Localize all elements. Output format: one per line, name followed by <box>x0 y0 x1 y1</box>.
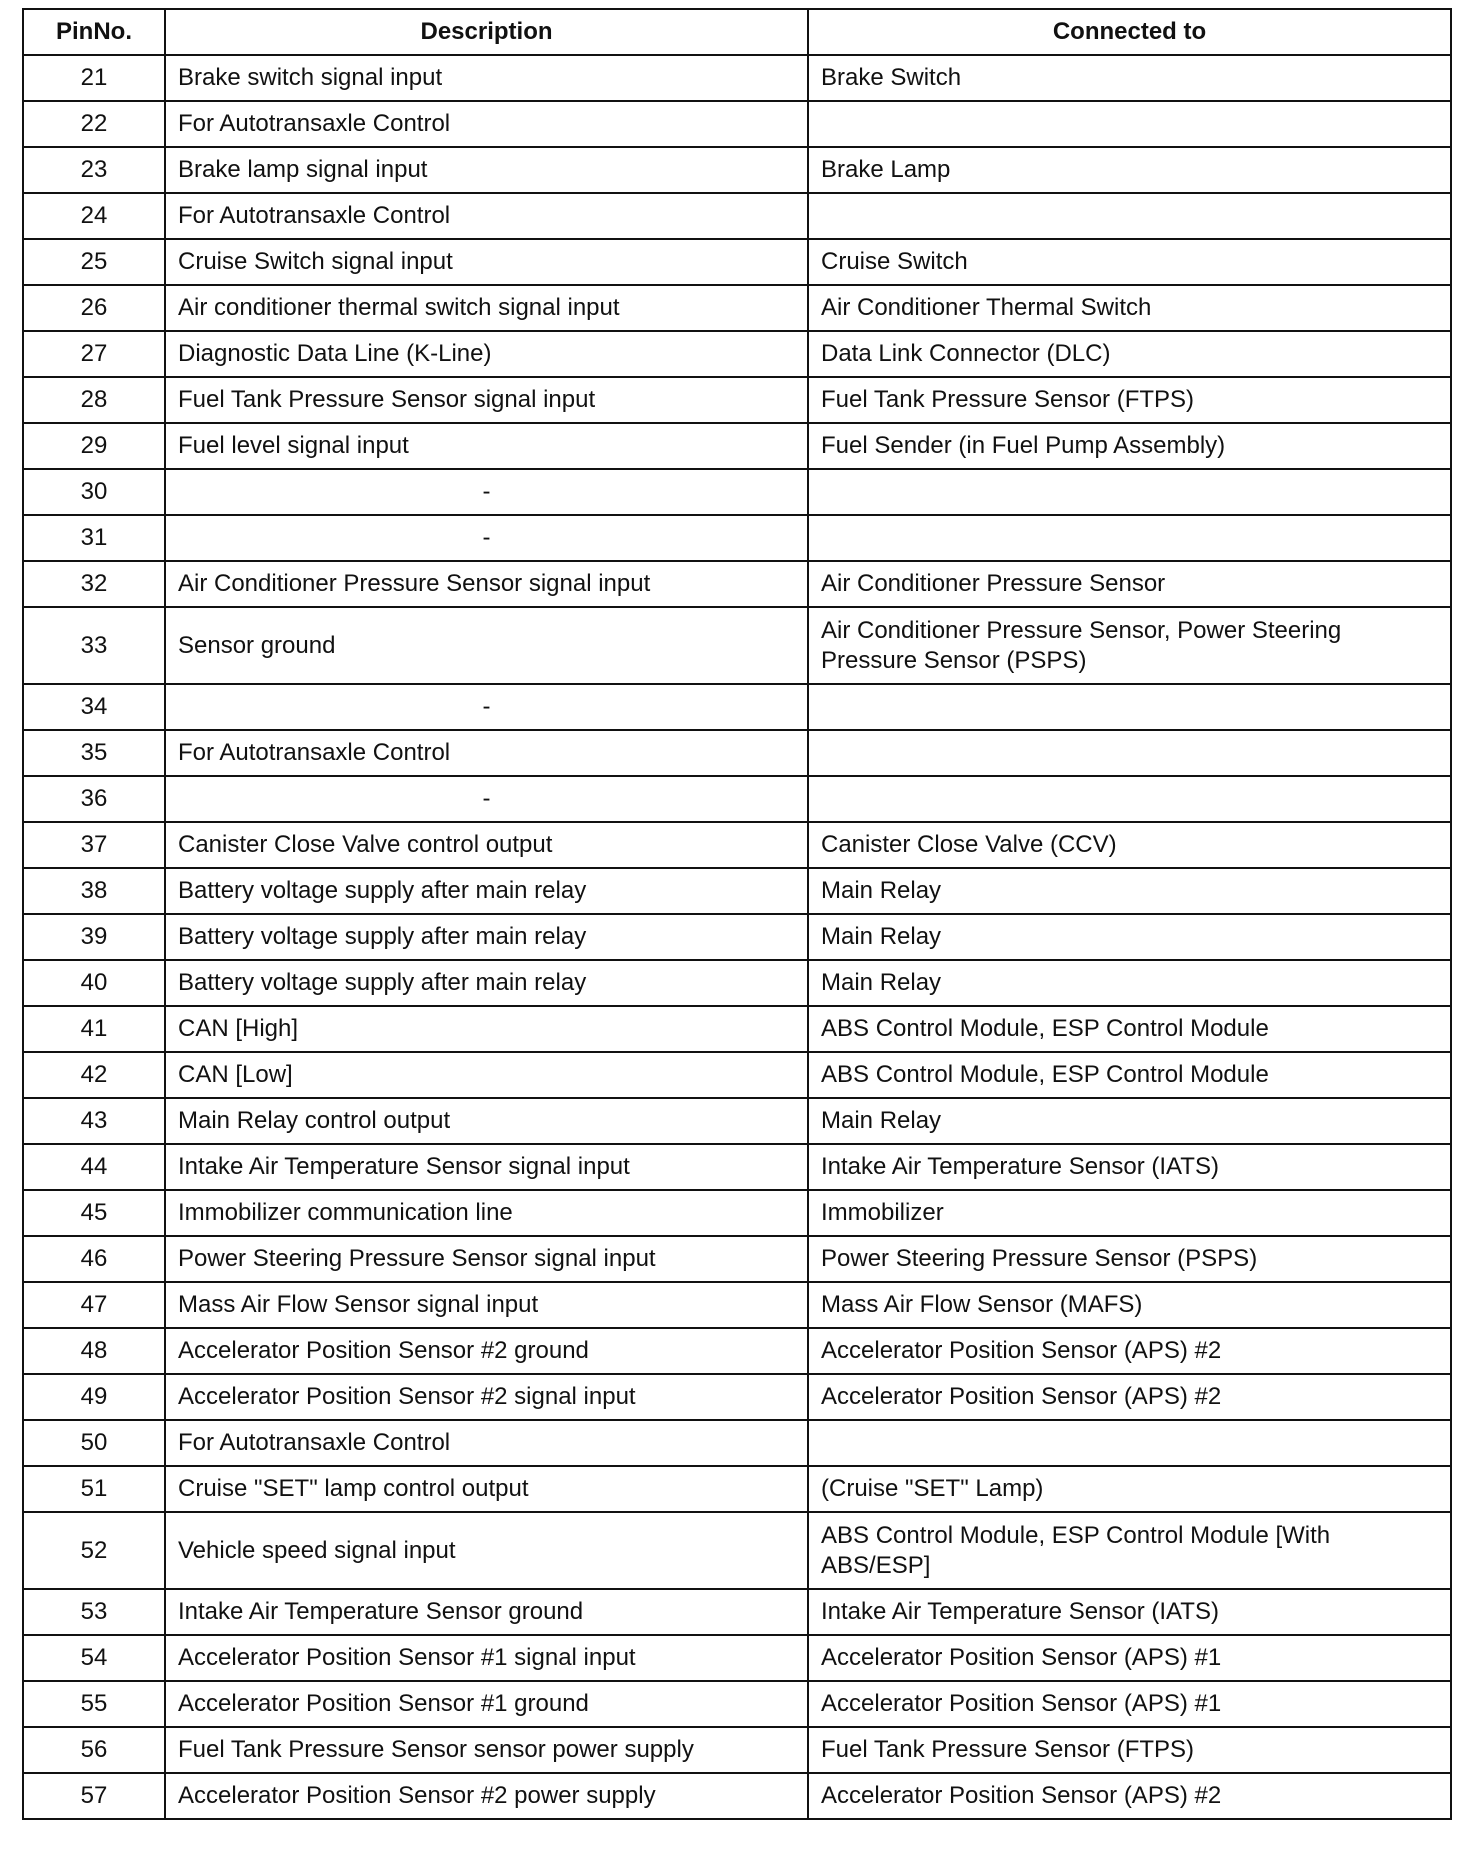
table-row <box>23 730 1451 776</box>
pin-number-cell: 51 <box>23 1466 165 1512</box>
connected-to-cell: Main Relay <box>808 1098 1451 1144</box>
connected-to-cell: Accelerator Position Sensor (APS) #2 <box>808 1328 1451 1374</box>
pin-number-cell: 57 <box>23 1773 165 1819</box>
description-cell: Mass Air Flow Sensor signal input <box>165 1282 808 1328</box>
pin-number-cell: 26 <box>23 285 165 331</box>
connected-to-cell: Fuel Sender (in Fuel Pump Assembly) <box>808 423 1451 469</box>
pin-number-cell: 24 <box>23 193 165 239</box>
pin-number-cell: 23 <box>23 147 165 193</box>
pin-number-cell: 52 <box>23 1512 165 1589</box>
description-cell: - <box>165 469 808 515</box>
pin-number-cell: 38 <box>23 868 165 914</box>
description-cell: Air Conditioner Pressure Sensor signal input <box>165 561 808 607</box>
description-cell: Main Relay control output <box>165 1098 808 1144</box>
description-cell: For Autotransaxle Control <box>165 101 808 147</box>
table-row <box>23 960 1451 1006</box>
pin-number-cell: 47 <box>23 1282 165 1328</box>
connected-to-cell: Power Steering Pressure Sensor (PSPS) <box>808 1236 1451 1282</box>
table-row <box>23 1374 1451 1420</box>
table-row <box>23 1282 1451 1328</box>
connected-to-cell: Fuel Tank Pressure Sensor (FTPS) <box>808 1727 1451 1773</box>
connected-to-cell: Intake Air Temperature Sensor (IATS) <box>808 1144 1451 1190</box>
pin-number-cell: 55 <box>23 1681 165 1727</box>
description-cell: Canister Close Valve control output <box>165 822 808 868</box>
connected-to-cell <box>808 730 1451 776</box>
header-description: Description <box>165 9 808 55</box>
description-cell: Sensor ground <box>165 607 808 684</box>
description-cell: Cruise "SET" lamp control output <box>165 1466 808 1512</box>
description-cell: CAN [Low] <box>165 1052 808 1098</box>
connected-to-cell: Mass Air Flow Sensor (MAFS) <box>808 1282 1451 1328</box>
description-cell: - <box>165 776 808 822</box>
pin-number-cell: 25 <box>23 239 165 285</box>
description-cell: Intake Air Temperature Sensor ground <box>165 1589 808 1635</box>
table-row <box>23 193 1451 239</box>
pin-number-cell: 54 <box>23 1635 165 1681</box>
connected-to-cell <box>808 469 1451 515</box>
description-cell: Fuel Tank Pressure Sensor signal input <box>165 377 808 423</box>
connected-to-cell: Intake Air Temperature Sensor (IATS) <box>808 1589 1451 1635</box>
pin-number-cell: 48 <box>23 1328 165 1374</box>
pin-number-cell: 35 <box>23 730 165 776</box>
connected-to-cell <box>808 193 1451 239</box>
description-cell: Accelerator Position Sensor #1 signal input <box>165 1635 808 1681</box>
pin-number-cell: 22 <box>23 101 165 147</box>
pin-number-cell: 28 <box>23 377 165 423</box>
connected-to-cell: Air Conditioner Thermal Switch <box>808 285 1451 331</box>
connected-to-cell: Main Relay <box>808 868 1451 914</box>
table-row <box>23 285 1451 331</box>
pin-number-cell: 37 <box>23 822 165 868</box>
table-row <box>23 868 1451 914</box>
table-row <box>23 1727 1451 1773</box>
connected-to-cell: Accelerator Position Sensor (APS) #1 <box>808 1635 1451 1681</box>
pin-number-cell: 46 <box>23 1236 165 1282</box>
header-connected-to: Connected to <box>808 9 1451 55</box>
description-cell: Diagnostic Data Line (K-Line) <box>165 331 808 377</box>
table-row <box>23 515 1451 561</box>
table-row <box>23 1681 1451 1727</box>
description-cell: Battery voltage supply after main relay <box>165 868 808 914</box>
connected-to-cell: Main Relay <box>808 960 1451 1006</box>
description-cell: Accelerator Position Sensor #2 ground <box>165 1328 808 1374</box>
table-row <box>23 561 1451 607</box>
description-cell: CAN [High] <box>165 1006 808 1052</box>
pin-number-cell: 27 <box>23 331 165 377</box>
description-cell: Fuel Tank Pressure Sensor sensor power supply <box>165 1727 808 1773</box>
table-row <box>23 1512 1451 1589</box>
pin-number-cell: 42 <box>23 1052 165 1098</box>
description-cell: Cruise Switch signal input <box>165 239 808 285</box>
pin-number-cell: 21 <box>23 55 165 101</box>
connected-to-cell: ABS Control Module, ESP Control Module <box>808 1006 1451 1052</box>
pin-number-cell: 56 <box>23 1727 165 1773</box>
table-row <box>23 469 1451 515</box>
description-cell: Brake lamp signal input <box>165 147 808 193</box>
description-cell: Air conditioner thermal switch signal input <box>165 285 808 331</box>
table-row <box>23 914 1451 960</box>
table-row <box>23 423 1451 469</box>
pin-number-cell: 33 <box>23 607 165 684</box>
header-pin-no: PinNo. <box>23 9 165 55</box>
description-cell: Intake Air Temperature Sensor signal input <box>165 1144 808 1190</box>
pin-number-cell: 31 <box>23 515 165 561</box>
pin-number-cell: 34 <box>23 684 165 730</box>
connected-to-cell: Fuel Tank Pressure Sensor (FTPS) <box>808 377 1451 423</box>
pin-number-cell: 43 <box>23 1098 165 1144</box>
connected-to-cell: Data Link Connector (DLC) <box>808 331 1451 377</box>
connected-to-cell: Accelerator Position Sensor (APS) #1 <box>808 1681 1451 1727</box>
table-row <box>23 1098 1451 1144</box>
table-row <box>23 377 1451 423</box>
connected-to-cell: Air Conditioner Pressure Sensor <box>808 561 1451 607</box>
description-cell: Vehicle speed signal input <box>165 1512 808 1589</box>
pin-number-cell: 41 <box>23 1006 165 1052</box>
pin-number-cell: 39 <box>23 914 165 960</box>
pin-number-cell: 30 <box>23 469 165 515</box>
connected-to-cell <box>808 1420 1451 1466</box>
table-row <box>23 147 1451 193</box>
table-row <box>23 1052 1451 1098</box>
table-row <box>23 1589 1451 1635</box>
connected-to-cell: ABS Control Module, ESP Control Module <box>808 1052 1451 1098</box>
connected-to-cell: Brake Switch <box>808 55 1451 101</box>
table-row <box>23 239 1451 285</box>
table-row <box>23 822 1451 868</box>
table-row <box>23 1236 1451 1282</box>
connected-to-cell <box>808 515 1451 561</box>
connected-to-cell: Cruise Switch <box>808 239 1451 285</box>
connected-to-cell <box>808 101 1451 147</box>
header-row <box>23 9 1451 55</box>
connected-to-cell: Main Relay <box>808 914 1451 960</box>
description-cell: Power Steering Pressure Sensor signal input <box>165 1236 808 1282</box>
description-cell: For Autotransaxle Control <box>165 1420 808 1466</box>
pin-number-cell: 49 <box>23 1374 165 1420</box>
description-cell: - <box>165 515 808 561</box>
table-row <box>23 1635 1451 1681</box>
table-row <box>23 331 1451 377</box>
table-row <box>23 55 1451 101</box>
description-cell: Accelerator Position Sensor #2 signal input <box>165 1374 808 1420</box>
pin-number-cell: 45 <box>23 1190 165 1236</box>
pin-number-cell: 44 <box>23 1144 165 1190</box>
connected-to-cell: Accelerator Position Sensor (APS) #2 <box>808 1773 1451 1819</box>
pin-number-cell: 53 <box>23 1589 165 1635</box>
description-cell: Immobilizer communication line <box>165 1190 808 1236</box>
description-cell: For Autotransaxle Control <box>165 730 808 776</box>
description-cell: - <box>165 684 808 730</box>
pin-number-cell: 50 <box>23 1420 165 1466</box>
description-cell: For Autotransaxle Control <box>165 193 808 239</box>
connected-to-cell: ABS Control Module, ESP Control Module [With ABS/ESP] <box>808 1512 1451 1589</box>
description-cell: Battery voltage supply after main relay <box>165 914 808 960</box>
connected-to-cell: Canister Close Valve (CCV) <box>808 822 1451 868</box>
description-cell: Brake switch signal input <box>165 55 808 101</box>
table-row <box>23 1006 1451 1052</box>
table-body <box>23 55 1451 1819</box>
table-header <box>23 9 1451 55</box>
pin-table <box>22 8 1452 1820</box>
table-row <box>23 1190 1451 1236</box>
connected-to-cell: (Cruise "SET" Lamp) <box>808 1466 1451 1512</box>
table-row <box>23 1144 1451 1190</box>
table-row <box>23 1773 1451 1819</box>
connected-to-cell: Air Conditioner Pressure Sensor, Power Steering Pressure Sensor (PSPS) <box>808 607 1451 684</box>
table-row <box>23 684 1451 730</box>
table-row <box>23 1328 1451 1374</box>
table-row <box>23 776 1451 822</box>
connected-to-cell <box>808 776 1451 822</box>
connected-to-cell <box>808 684 1451 730</box>
pin-number-cell: 32 <box>23 561 165 607</box>
description-cell: Battery voltage supply after main relay <box>165 960 808 1006</box>
table-row <box>23 607 1451 684</box>
description-cell: Fuel level signal input <box>165 423 808 469</box>
description-cell: Accelerator Position Sensor #2 power supply <box>165 1773 808 1819</box>
table-row <box>23 1420 1451 1466</box>
pin-number-cell: 36 <box>23 776 165 822</box>
pin-number-cell: 40 <box>23 960 165 1006</box>
description-cell: Accelerator Position Sensor #1 ground <box>165 1681 808 1727</box>
connected-to-cell: Brake Lamp <box>808 147 1451 193</box>
table-row <box>23 101 1451 147</box>
connected-to-cell: Immobilizer <box>808 1190 1451 1236</box>
table-row <box>23 1466 1451 1512</box>
connected-to-cell: Accelerator Position Sensor (APS) #2 <box>808 1374 1451 1420</box>
pin-number-cell: 29 <box>23 423 165 469</box>
